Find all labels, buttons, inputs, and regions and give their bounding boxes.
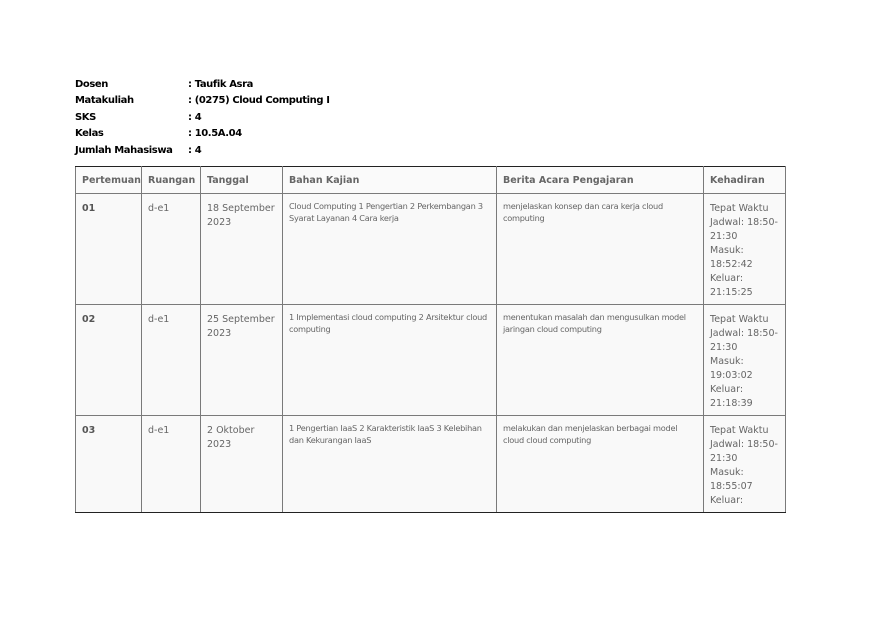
cell-bahan-kajian: Cloud Computing 1 Pengertian 2 Perkembangan 3 Syarat Layanan 4 Cara kerja [283,194,497,305]
info-row-sks [75,109,330,126]
cell-tanggal: 2 Oktober 2023 [201,416,283,513]
cell-berita-acara: menentukan masalah dan mengusulkan model jaringan cloud computing [497,305,704,416]
info-row-dosen [75,76,330,93]
info-row-jumlah-mahasiswa [75,142,330,159]
info-value: : (0275) Cloud Computing I [188,95,330,106]
cell-kehadiran [704,305,786,416]
header-bahan-kajian: Bahan Kajian [283,167,497,194]
cell-kehadiran [704,194,786,305]
kehadiran-keluar: Keluar: [710,495,744,506]
kehadiran-status: Tepat Waktu [710,314,769,325]
course-info [75,76,330,159]
cell-bahan-kajian: 1 Implementasi cloud computing 2 Arsitektur cloud computing [283,305,497,416]
cell-tanggal: 18 September 2023 [201,194,283,305]
header-ruangan: Ruangan [142,167,201,194]
info-value: : 10.5A.04 [188,128,242,139]
header-kehadiran: Kehadiran [704,167,786,194]
cell-pertemuan: 02 [76,305,142,416]
info-value: : Taufik Asra [188,79,253,90]
header-pertemuan: Pertemuan [76,167,142,194]
info-label: Dosen [75,78,109,90]
cell-bahan-kajian: 1 Pengertian IaaS 2 Karakteristik IaaS 3 Kelebihan dan Kekurangan IaaS [283,416,497,513]
table-row [76,194,786,305]
cell-ruangan: d-e1 [142,416,201,513]
info-label: Jumlah Mahasiswa [75,144,173,156]
kehadiran-masuk: Masuk: 19:03:02 [710,356,753,381]
kehadiran-status: Tepat Waktu [710,203,769,214]
header-tanggal: Tanggal [201,167,283,194]
attendance-table [75,166,786,513]
table-header-row [76,167,786,194]
table-row [76,305,786,416]
kehadiran-masuk: Masuk: 18:52:42 [710,245,753,270]
cell-ruangan: d-e1 [142,305,201,416]
info-row-matakuliah [75,93,330,110]
info-row-kelas [75,126,330,143]
info-value: : 4 [188,112,201,123]
cell-kehadiran [704,416,786,513]
kehadiran-keluar: Keluar: 21:15:25 [710,273,753,298]
info-label: SKS [75,111,96,123]
kehadiran-status: Tepat Waktu [710,425,769,436]
kehadiran-jadwal: Jadwal: 18:50-21:30 [710,217,778,242]
cell-ruangan: d-e1 [142,194,201,305]
kehadiran-jadwal: Jadwal: 18:50-21:30 [710,328,778,353]
cell-berita-acara: menjelaskan konsep dan cara kerja cloud computing [497,194,704,305]
info-label: Kelas [75,128,104,140]
cell-pertemuan: 03 [76,416,142,513]
cell-pertemuan: 01 [76,194,142,305]
kehadiran-jadwal: Jadwal: 18:50-21:30 [710,439,778,464]
kehadiran-masuk: Masuk: 18:55:07 [710,467,753,492]
table-row [76,416,786,513]
info-value: : 4 [188,145,201,156]
cell-berita-acara: melakukan dan menjelaskan berbagai model cloud cloud computing [497,416,704,513]
kehadiran-keluar: Keluar: 21:18:39 [710,384,753,409]
cell-tanggal: 25 September 2023 [201,305,283,416]
header-berita-acara: Berita Acara Pengajaran [497,167,704,194]
info-label: Matakuliah [75,95,134,107]
